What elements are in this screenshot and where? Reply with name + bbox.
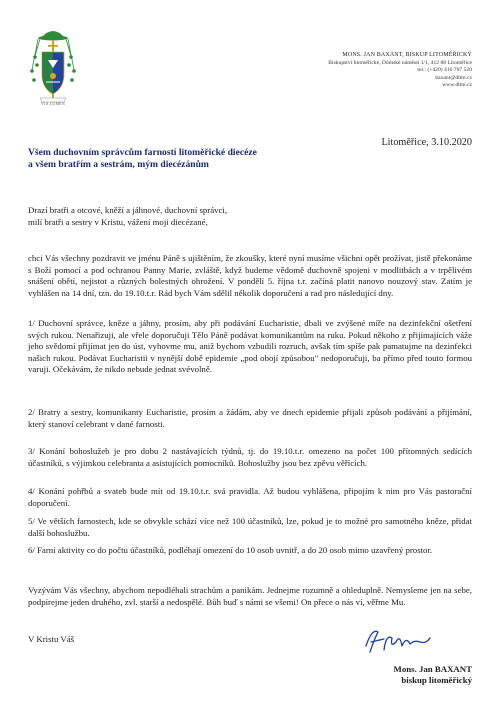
paragraph-closing [28,585,472,608]
regards-text: V Kristu Váš [28,634,75,644]
paragraph-3-text: 3/ Konání bohoslužeb je pro dobu 2 nastávajících týdnů, tj. do 19.10.t.r. omezeno na počet 100 přítomných sedících účastníků, s výjimkou celebranta a asistujících pomocníků. Bohoslužby jsou bez zpěvu věřících. [28,446,472,468]
coat-of-arms-icon [28,18,78,110]
signer-title: biskup litoměřický [401,675,472,686]
letterhead-email: baxant@dltm.cz [435,74,472,81]
paragraph-3 [28,446,472,469]
greeting-line-2: milí bratři a sestry v Kristu, vážení moji diecézané, [28,216,208,227]
paragraph-1-text: 1/ Duchovní správce, kněze a jáhny, prosím, aby při podávání Eucharistie, dbali ve zvýšené míře na dezinfekční ošetření svých rukou. Nenařizuji, ale vřele doporučuji Tělo Páně podávat komunikantům na ruku. Pokud někoho z přijímajících váže jeho svědomí přijímat jen do úst, vyhovme mu, aniž bychom vzbudili rozruch, avšak tím spíše pak pamatujme na dezinfekci našich rukou. Podávat Eucharistii v nynější době epidemie „pod obojí způsobou" nedoporučuji, ba přímo před touto formou varuji. Očekávám, že nikdo nebude jednat svévolně. [28,318,472,375]
paragraph-4-text: 4/ Konání pohřbů a svateb bude mít od 19.10.t.r. svá pravidla. Až budou vyhlášena, připojím k nim pro Vás pastorační doporučení. [28,486,472,508]
paragraph-5-text: 5/ Ve větších farnostech, kde se obvykle schází více než 100 účastníků, lze, pokud je to možné pro samotného kněze, přidat další bohoslužbu. [28,516,472,538]
letterhead-web: www.dltm.cz [442,82,472,89]
paragraph-6-text: 6/ Farní aktivity co do počtu účastníků, podléhají omezení do 10 osob uvnitř, a do 20 osob mimo uzavřený prostor. [28,545,433,555]
paragraph-5 [28,516,472,539]
signature-block [300,664,472,686]
paragraph-4 [28,486,472,509]
letterhead-address: Biskupství litoměřické, Dómské náměstí 1/1, 412 88 Litoměřice [328,59,472,66]
subject-line-1: Všem duchovním správcům farností litoměřické diecéze [28,147,257,158]
letterhead-name: MONS. JAN BAXANT, BISKUP LITOMĚŘICKÝ [342,52,472,58]
subject-line-2: a všem bratřím a sestrám, mým diecézánům [28,159,209,171]
signer-name: Mons. Jan BAXANT [393,664,472,674]
coat-motto: VIA LUMEN [41,101,65,106]
paragraph-6 [28,545,472,557]
letter-subject [28,147,328,172]
letter-greeting [28,205,472,228]
letter-date: Litoměřice, 3.10.2020 [381,137,472,148]
paragraph-intro-text: chci Vás všechny pozdravit ve jménu Páně s ujištěním, že zkoušky, které nyní musíme všichni opět prožívat, jistě překonáme s Boží pomocí a pod ochranou Panny Marie, zvláště, když budeme vědomě duchovně spojeni v modlitbách a v trpělivém snášení obětí, nejistot a různých bolestných ohrožení. V pondělí 5. října t.r. začíná platit nanovo nouzový stav. Zatím je vyhlášen na 14 dní, tzn. do 19.10.t.r. Rád bych Vám sdělil několik doporučení a rad pro následující dny. [28,253,472,298]
paragraph-intro [28,253,472,299]
greeting-line-1: Drazí bratři a otcové, kněží a jáhnové, duchovní správci, [28,205,228,215]
paragraph-2 [28,407,472,430]
paragraph-closing-text: Vyzývám Vás všechny, abychom nepodléhali strachům a panikám. Jednejme rozumně a ohleduplně. Nemysleme jen na sebe, podpírejme jeden druhého, zvl. starší a nedospělé. Bůh buď s námi se všemi! On přece o nás ví, věřme Mu. [28,585,472,607]
paragraph-1 [28,318,472,376]
letterhead-phone: tel.: (+420) 416 707 520 [417,67,472,74]
handwritten-signature [362,622,434,658]
letterhead [272,52,472,90]
paragraph-2-text: 2/ Bratry a sestry, komunikanty Eucharistie, prosím a žádám, aby ve dnech epidemie přijali způsob podávání a přijímání, který stanoví celebrant v dané farnosti. [28,407,472,429]
